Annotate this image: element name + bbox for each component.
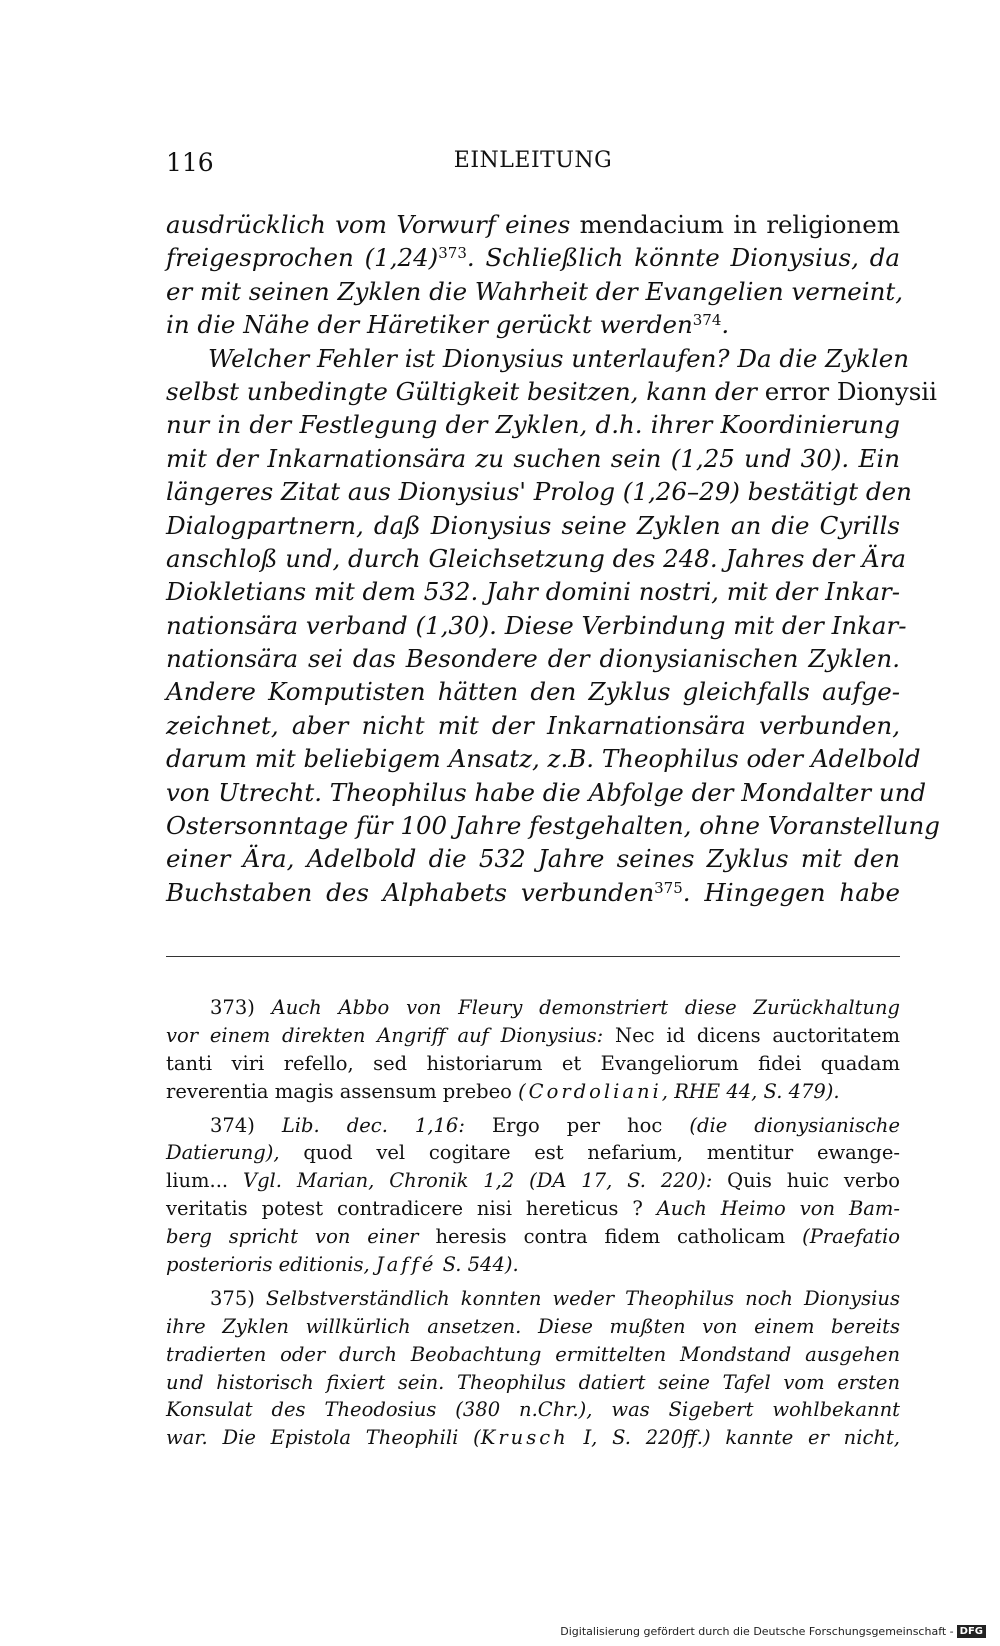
text-line: er mit seinen Zyklen die Wahrheit der Evangelien verneint, — [166, 276, 904, 306]
text-line: zeichnet, aber nicht mit der Inkarnationsära verbunden, — [166, 710, 900, 740]
text-line: freigesprochen $(1,24)^{373}$. Schließlich könnte Dionysius, da — [166, 243, 900, 273]
running-title: EINLEITUNG — [453, 148, 613, 173]
text-line: in die Nähe der Häretiker gerückt werden$^{374}$. — [166, 310, 730, 340]
text-line: darum mit beliebigem Ansatz, z.B. Theophilus oder Adelbold — [166, 744, 921, 774]
text-line: nur in der Festlegung der Zyklen, d.h. ihrer Koordinierung — [166, 410, 900, 440]
text-line: Buchstaben des Alphabets verbunden$^{375}$. Hingegen habe — [166, 877, 901, 907]
footnote-line: Konsulat des Theodosius (380 n.Chr.), was Sigebert wohlbekannt — [166, 1398, 900, 1422]
footnote-line: berg spricht von einer heresis contra fidem catholicam (Praefatio — [166, 1225, 900, 1249]
text-line: von Utrecht. Theophilus habe die Abfolge der Mondalter und — [166, 777, 927, 807]
page-number: 116 — [166, 148, 214, 177]
text-line: ausdrücklich vom Vorwurf eines mendacium in religionem — [166, 210, 900, 239]
footnote-line: Datierung), quod vel cogitare est nefarium, mentitur ewange- — [166, 1141, 900, 1165]
text-line: mit der Inkarnationsära zu suchen sein (1,25 und 30). Ein — [166, 443, 900, 473]
text-line: Andere Komputisten hätten den Zyklus gleichfalls aufge- — [166, 677, 900, 707]
text-line: nationsära sei das Besondere der dionysianischen Zyklen. — [166, 644, 900, 674]
footnote-375: 375) Selbstverständlich konnten weder Theophilus noch Dionysius — [210, 1286, 900, 1310]
footnote-line: vor einem direkten Angriff auf Dionysius: Nec id dicens auctoritatem — [166, 1023, 901, 1047]
digitization-credit — [560, 1625, 986, 1639]
footnotes — [166, 994, 900, 1452]
footnote-ref: 373 — [438, 244, 467, 263]
main-text — [166, 208, 940, 909]
footnote-ref: 374 — [692, 311, 722, 330]
text-line: selbst unbedingte Gültigkeit besitzen, kann der error Dionysii — [166, 376, 937, 406]
footnote-line: lium... Vgl. Marian, Chronik 1,2 (DA 17, S. 220): Quis huic verbo — [166, 1169, 900, 1193]
text-line: Welcher Fehler ist Dionysius unterlaufen? Da die Zyklen — [208, 343, 910, 373]
footnote-line: und historisch fixiert sein. Theophilus datiert seine Tafel vom ersten — [166, 1370, 900, 1394]
footnote-line: ihre Zyklen willkürlich ansetzen. Diese mußten von einem bereits — [166, 1314, 900, 1338]
credit-text: Digitalisierung gefördert durch die Deutsche Forschungsgemeinschaft - — [560, 1624, 954, 1638]
footnote-line: posterioris editionis, Jaffé S. 544). — [166, 1253, 519, 1277]
text-line: längeres Zitat aus Dionysius' Prolog (1,26–29) bestätigt den — [166, 477, 912, 507]
text-line: nationsära verband (1,30). Diese Verbindung mit der Inkar- — [166, 610, 907, 640]
dfg-logo: DFG — [957, 1625, 986, 1638]
footnote-ref: 375 — [654, 878, 683, 897]
footnote-line: reverentia magis assensum prebeo (Cordoliani, RHE 44, S. 479). — [166, 1079, 840, 1103]
footnote-separator — [166, 956, 900, 957]
text-line: Dialogpartnern, daß Dionysius seine Zyklen an die Cyrills — [166, 510, 900, 540]
footnote-line: tradierten oder durch Beobachtung ermittelten Mondstand ausgehen — [166, 1342, 900, 1366]
footnote-line: veritatis potest contradicere nisi hereticus ? Auch Heimo von Bam- — [166, 1197, 900, 1221]
footnote-373: 373) Auch Abbo von Fleury demonstriert diese Zurückhaltung — [210, 996, 900, 1019]
text-line: Diokletians mit dem 532. Jahr domini nostri, mit der Inkar- — [166, 577, 901, 607]
text-line: Ostersonntage für 100 Jahre festgehalten, ohne Voranstellung — [166, 811, 940, 841]
text-line: einer Ära, Adelbold die 532 Jahre seines Zyklus mit den — [166, 844, 900, 874]
footnote-line: war. Die Epistola Theophili (Krusch I, S. 220ff.) kannte er nicht, — [166, 1426, 900, 1450]
footnote-374: 374) Lib. dec. 1,16: Ergo per hoc (die dionysianische — [210, 1113, 900, 1137]
text-line: anschloß und, durch Gleichsetzung des 248. Jahres der Ära — [166, 543, 906, 573]
footnote-line: tanti viri refello, sed historiarum et Evangeliorum fidei quadam — [166, 1051, 900, 1075]
page-header — [166, 148, 900, 184]
